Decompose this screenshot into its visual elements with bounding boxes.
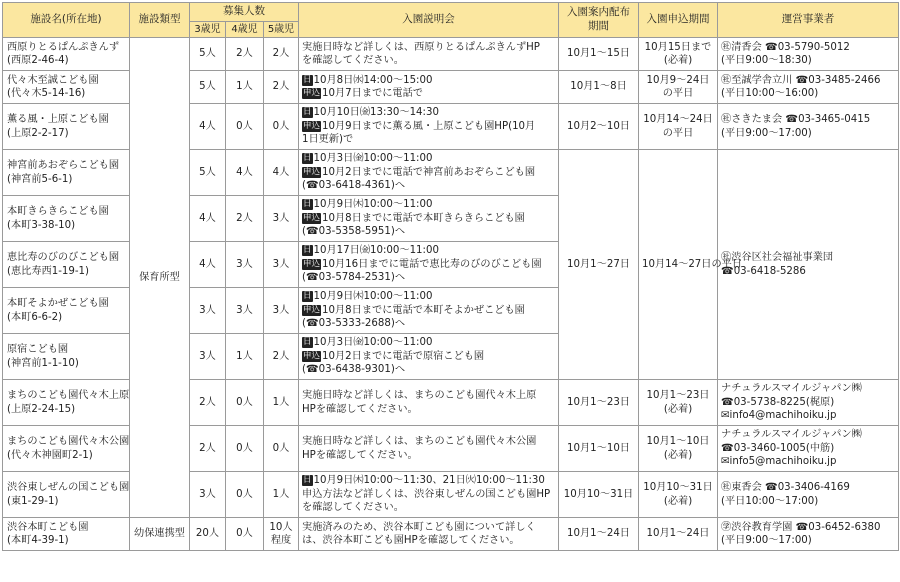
age4-count: 3人: [226, 288, 264, 334]
facility-address: (上原2-2-17): [7, 127, 69, 139]
date-badge: 日: [303, 245, 312, 256]
session-info: 実施日時など詳しくは、まちのこども園代々木公園 HPを確認してください。: [299, 426, 559, 472]
age5-count: 10人 程度: [264, 518, 299, 551]
apply-period: 10月9～24日 の平日: [639, 71, 718, 104]
date-badge: 日: [303, 153, 312, 164]
session-info: 実施済みのため、渋谷本町こども園について詳しく は、渋谷本町こども園HPを確認してください。: [299, 518, 559, 551]
operator-info: ㊓至誠学舎立川 ☎03-3485-2466 (平日10:00～16:00): [718, 71, 899, 104]
date-badge: 日: [303, 74, 312, 85]
guide-period: 10月2～10日: [559, 104, 639, 150]
header-guide: 入園案内配布期間: [559, 3, 639, 38]
age4-count: 1人: [226, 334, 264, 380]
operator-info: ㊫渋谷教育学園 ☎03-6452-6380 (平日9:00～17:00): [718, 518, 899, 551]
facility-address: (神宮前5-6-1): [7, 173, 73, 185]
operator-info: ㊓清香会 ☎03-5790-5012 (平日9:00～18:30): [718, 38, 899, 71]
age3-count: 5人: [190, 38, 226, 71]
header-age4: 4歳児: [226, 22, 264, 38]
facility-name: 神宮前あおぞらこども園: [7, 160, 120, 172]
facility-name: 本町そよかぜこども園: [7, 298, 109, 310]
session-info: 実施日時など詳しくは、まちのこども園代々木上原 HPを確認してください。: [299, 380, 559, 426]
age3-count: 20人: [190, 518, 226, 551]
age3-count: 5人: [190, 71, 226, 104]
table-row: [3, 518, 899, 551]
date-badge: 日: [303, 107, 312, 118]
header-operator: 運営事業者: [718, 3, 899, 38]
session-info: 日 10月10日㈮13:30～14:30 申込 10月9日までに薫る風・上原こども園HP(10月 1日更新)で: [299, 104, 559, 150]
session-info: 日 10月8日㈬14:00～15:00 申込 10月7日までに電話で: [299, 71, 559, 104]
operator-info: ㊓さきたま会 ☎03-3465-0415 (平日9:00～17:00): [718, 104, 899, 150]
session-info: 日 10月3日㈮10:00～11:00 申込 10月2日までに電話で神宮前あおぞらこども園 (☎03-6418-4361)へ: [299, 150, 559, 196]
age4-count: 1人: [226, 71, 264, 104]
session-info: 日 10月9日㈭10:00～11:00 申込 10月8日までに電話で本町きらきらこども園 (☎03-5358-5951)へ: [299, 196, 559, 242]
age5-count: 0人: [264, 426, 299, 472]
apply-badge: 申込: [303, 212, 321, 223]
apply-badge: 申込: [303, 258, 321, 269]
apply-badge: 申込: [303, 120, 321, 131]
facility-name: まちのこども園代々木公園: [7, 436, 130, 448]
facility-address: (代々木5-14-16): [7, 88, 86, 99]
guide-period: 10月10～31日: [559, 472, 639, 518]
age4-count: 0人: [226, 104, 264, 150]
header-session: 入園説明会: [299, 3, 559, 38]
age3-count: 2人: [190, 380, 226, 426]
age4-count: 0人: [226, 426, 264, 472]
age4-count: 4人: [226, 150, 264, 196]
age4-count: 3人: [226, 242, 264, 288]
date-badge: 日: [303, 475, 312, 486]
age3-count: 2人: [190, 426, 226, 472]
operator-info: ナチュラルスマイルジャパン㈱ ☎03-3460-1005(中筋) ✉info5@machihoiku.jp: [718, 426, 899, 472]
facility-address: (恵比寿西1-19-1): [7, 265, 89, 277]
operator-info: ナチュラルスマイルジャパン㈱ ☎03-5738-8225(梶原) ✉info4@machihoiku.jp: [718, 380, 899, 426]
guide-period: 10月1～15日: [559, 38, 639, 71]
header-age5: 5歳児: [264, 22, 299, 38]
age5-count: 4人: [264, 150, 299, 196]
facility-name: 代々木至誠こども園: [7, 74, 99, 86]
guide-period: 10月1～8日: [559, 71, 639, 104]
age3-count: 4人: [190, 104, 226, 150]
nursery-table: [2, 2, 899, 551]
age5-count: 2人: [264, 38, 299, 71]
apply-period: 10月1～24日: [639, 518, 718, 551]
apply-period: 10月1～23日 (必着): [639, 380, 718, 426]
facility-name: 渋谷本町こども園: [7, 521, 89, 533]
header-capacity: 募集人数: [190, 3, 299, 22]
apply-period: 10月15日まで (必着): [639, 38, 718, 71]
age4-count: 0人: [226, 518, 264, 551]
age5-count: 0人: [264, 104, 299, 150]
age3-count: 5人: [190, 150, 226, 196]
facility-name: 原宿こども園: [7, 344, 69, 356]
apply-badge: 申込: [303, 350, 321, 361]
apply-badge: 申込: [303, 166, 321, 177]
facility-address: (神宮前1-1-10): [7, 357, 79, 369]
age5-count: 2人: [264, 71, 299, 104]
age4-count: 0人: [226, 380, 264, 426]
facility-address: (東1-29-1): [7, 495, 59, 507]
age3-count: 3人: [190, 288, 226, 334]
session-info: 日 10月9日㈭10:00～11:00 申込 10月8日までに電話で本町そよかぜこども園 (☎03-5333-2688)へ: [299, 288, 559, 334]
age5-count: 3人: [264, 242, 299, 288]
type-hoiku: 保育所型: [130, 38, 190, 518]
operator-info: ㊓東香会 ☎03-3406-4169 (平日10:00～17:00): [718, 472, 899, 518]
apply-period: 10月10～31日 (必着): [639, 472, 718, 518]
session-info: 日 10月9日㈭10:00～11:30、21日㈫10:00～11:30 申込方法など詳しくは、渋谷東しぜんの国こども園HP を確認してください。: [299, 472, 559, 518]
apply-badge: 申込: [303, 88, 321, 98]
date-badge: 日: [303, 337, 312, 348]
facility-address: (本町6-6-2): [7, 311, 63, 323]
guide-period: 10月1～23日: [559, 380, 639, 426]
age4-count: 2人: [226, 196, 264, 242]
date-badge: 日: [303, 199, 312, 210]
facility-name: 薫る風・上原こども園: [7, 114, 109, 126]
session-info: 日 10月3日㈮10:00～11:00 申込 10月2日までに電話で原宿こども園 (☎03-6438-9301)へ: [299, 334, 559, 380]
header-type: 施設類型: [130, 3, 190, 38]
facility-name: 西原りとるぱんぷきんず: [7, 41, 120, 53]
facility-name: 渋谷東しぜんの国こども園: [7, 482, 130, 494]
age5-count: 1人: [264, 472, 299, 518]
age5-count: 3人: [264, 196, 299, 242]
age5-count: 3人: [264, 288, 299, 334]
facility-address: (上原2-24-15): [7, 403, 76, 415]
age3-count: 4人: [190, 196, 226, 242]
operator-info-shared: ㊓渋谷区社会福祉事業団 ☎03-6418-5286: [718, 150, 899, 380]
guide-period-shared: 10月1～27日: [559, 150, 639, 380]
session-info: 実施日時など詳しくは、西原りとるぱんぷきんずHP を確認してください。: [299, 38, 559, 71]
header-age3: 3歳児: [190, 22, 226, 38]
facility-address: (本町3-38-10): [7, 219, 76, 231]
facility-address: (本町4-39-1): [7, 535, 69, 546]
apply-badge: 申込: [303, 304, 321, 315]
table-row: [3, 38, 899, 71]
age3-count: 4人: [190, 242, 226, 288]
header-facility: 施設名(所在地): [3, 3, 130, 38]
facility-address: (代々木神園町2-1): [7, 449, 93, 461]
apply-period-shared: 10月14～27日の平日: [639, 150, 718, 380]
facility-name: 本町きらきらこども園: [7, 206, 109, 218]
apply-period: 10月14～24日 の平日: [639, 104, 718, 150]
guide-period: 10月1～10日: [559, 426, 639, 472]
session-info: 日 10月17日㈮10:00～11:00 申込 10月16日までに電話で恵比寿のびのびこども園 (☎03-5784-2531)へ: [299, 242, 559, 288]
type-renkei: 幼保連携型: [130, 518, 190, 551]
header-apply: 入園申込期間: [639, 3, 718, 38]
facility-name: 恵比寿のびのびこども園: [7, 252, 120, 264]
age3-count: 3人: [190, 472, 226, 518]
apply-period: 10月1～10日 (必着): [639, 426, 718, 472]
age4-count: 0人: [226, 472, 264, 518]
age4-count: 2人: [226, 38, 264, 71]
facility-name: まちのこども園代々木上原: [7, 390, 130, 402]
guide-period: 10月1～24日: [559, 518, 639, 551]
date-badge: 日: [303, 291, 312, 302]
age5-count: 1人: [264, 380, 299, 426]
age3-count: 3人: [190, 334, 226, 380]
facility-address: (西原2-46-4): [7, 55, 69, 66]
age5-count: 2人: [264, 334, 299, 380]
